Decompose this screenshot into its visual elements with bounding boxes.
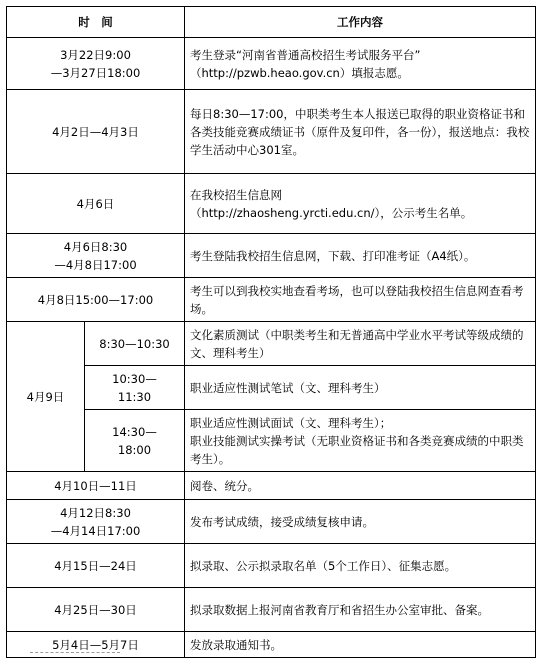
table-row	[7, 278, 536, 322]
header-content: 工作内容	[185, 7, 536, 38]
table-row	[7, 500, 536, 544]
row-time: 4月6日8:30 —4月8日17:00	[7, 234, 185, 278]
session-content: 文化素质测试（中职类考生和无普通高中学业水平考试等级成绩的文、理科考生）	[185, 322, 536, 366]
table-row	[7, 234, 536, 278]
row-time: 5月4日—5月7日	[7, 632, 185, 658]
table-row	[7, 410, 536, 472]
row-time: 4月25日—30日	[7, 588, 185, 632]
row-content: 考生登陆我校招生信息网，下载、打印准考证（A4纸）。	[185, 234, 536, 278]
row-content: 考生登录“河南省普通高校招生考试服务平台” （http://pzwb.heao.gov.cn）填报志愿。	[185, 38, 536, 90]
session-time: 8:30—10:30	[85, 322, 185, 366]
row-time: 4月15日—24日	[7, 544, 185, 588]
admission-schedule-table	[6, 6, 536, 658]
header-time: 时 间	[7, 7, 185, 38]
row-time: 4月2日—4月3日	[7, 90, 185, 174]
row-content: 发放录取通知书。	[185, 632, 536, 658]
row-content: 考生可以到我校实地查看考场，也可以登陆我校招生信息网查看考场。	[185, 278, 536, 322]
table-row	[7, 544, 536, 588]
exam-day-date: 4月9日	[7, 322, 85, 472]
row-time: 4月8日15:00—17:00	[7, 278, 185, 322]
session-content: 职业适应性测试笔试（文、理科考生）	[185, 366, 536, 410]
table-row	[7, 38, 536, 90]
row-content: 阅卷、统分。	[185, 472, 536, 500]
row-time: 4月6日	[7, 174, 185, 234]
table-row	[7, 322, 536, 366]
session-time: 14:30— 18:00	[85, 410, 185, 472]
table-row	[7, 472, 536, 500]
row-time: 4月10日—11日	[7, 472, 185, 500]
row-time: 3月22日9:00 —3月27日18:00	[7, 38, 185, 90]
row-content: 每日8:30—17:00，中职类考生本人报送已取得的职业资格证书和各类技能竞赛成绩证书（原件及复印件，各一份），报送地点：我校学生活动中心301室。	[185, 90, 536, 174]
row-content: 发布考试成绩，接受成绩复核申请。	[185, 500, 536, 544]
table-row	[7, 90, 536, 174]
table-row	[7, 366, 536, 410]
table-row	[7, 588, 536, 632]
table-header-row	[7, 7, 536, 38]
session-time: 10:30— 11:30	[85, 366, 185, 410]
row-time: 4月12日8:30 —4月14日17:00	[7, 500, 185, 544]
table-row	[7, 174, 536, 234]
row-content: 拟录取、公示拟录取名单（5个工作日）、征集志愿。	[185, 544, 536, 588]
row-content: 拟录取数据上报河南省教育厅和省招生办公室审批、备案。	[185, 588, 536, 632]
session-content: 职业适应性测试面试（文、理科考生）； 职业技能测试实操考试（无职业资格证书和各类竞赛成绩的中职类考生）。	[185, 410, 536, 472]
row-content: 在我校招生信息网 （http://zhaosheng.yrcti.edu.cn/），公示考生名单。	[185, 174, 536, 234]
